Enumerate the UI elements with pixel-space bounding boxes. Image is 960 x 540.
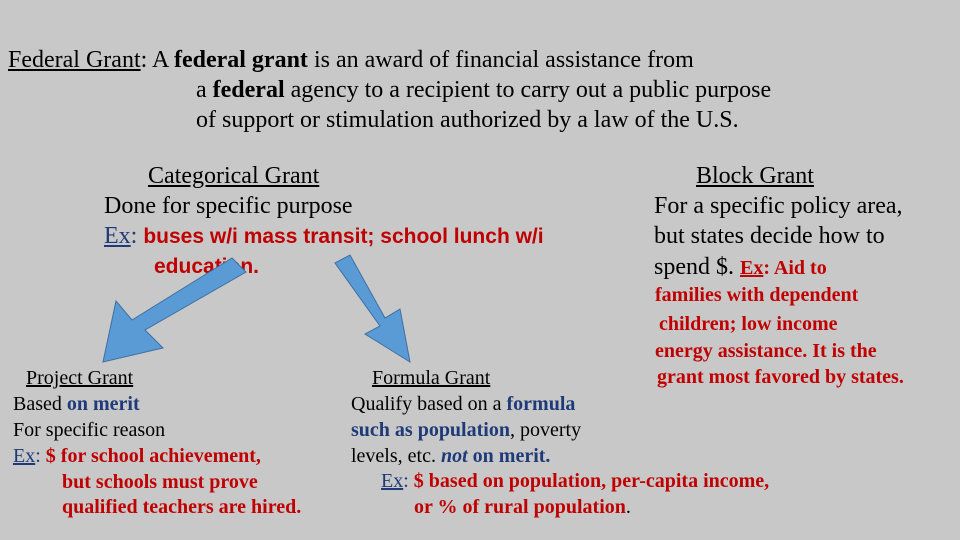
project-grant-example: Ex: $ for school achievement, bbox=[13, 445, 261, 467]
federal-grant-line3: of support or stimulation authorized by a law of the U.S. bbox=[196, 107, 739, 133]
categorical-grant-title: Categorical Grant bbox=[148, 163, 320, 189]
arrow-to-project-grant bbox=[103, 258, 246, 362]
formula-grant-line3: levels, etc. not on merit. bbox=[351, 445, 551, 467]
block-grant-example-line: grant most favored by states. bbox=[657, 366, 904, 388]
block-grant-line1: For a specific policy area, bbox=[654, 193, 903, 219]
block-grant-line2: but states decide how to bbox=[654, 223, 885, 249]
block-grant-example-line: children; low income bbox=[659, 313, 838, 335]
arrow-to-formula-grant bbox=[335, 255, 410, 362]
formula-grant-example: Ex: $ based on population, per-capita income, bbox=[381, 470, 770, 492]
formula-grant-line2: such as population, poverty bbox=[351, 419, 582, 441]
block-grant-title: Block Grant bbox=[696, 163, 814, 189]
federal-grant-line1: Federal Grant: A federal grant is an award of financial assistance from bbox=[8, 47, 694, 73]
project-grant-example-line: qualified teachers are hired. bbox=[62, 496, 302, 518]
block-grant-line3: spend $. Ex: Aid to bbox=[654, 254, 827, 280]
federal-grant-term: Federal Grant bbox=[8, 47, 141, 73]
categorical-grant-example: Ex: buses w/i mass transit; school lunch w/i bbox=[104, 223, 544, 249]
project-grant-example-line: but schools must prove bbox=[62, 471, 258, 493]
categorical-grant-desc: Done for specific purpose bbox=[104, 193, 353, 219]
formula-grant-title: Formula Grant bbox=[372, 367, 491, 389]
block-grant-example-line: energy assistance. It is the bbox=[655, 340, 877, 362]
project-grant-title: Project Grant bbox=[26, 367, 134, 389]
project-grant-line1: Based on merit bbox=[13, 393, 140, 415]
formula-grant-line1: Qualify based on a formula bbox=[351, 393, 576, 415]
block-grant-example-line: families with dependent bbox=[655, 284, 859, 306]
federal-grant-line2: a federal agency to a recipient to carry out a public purpose bbox=[196, 77, 772, 103]
project-grant-line2: For specific reason bbox=[13, 419, 166, 441]
formula-grant-example-line: or % of rural population. bbox=[414, 496, 631, 518]
categorical-grant-example-cont: education. bbox=[154, 255, 260, 278]
